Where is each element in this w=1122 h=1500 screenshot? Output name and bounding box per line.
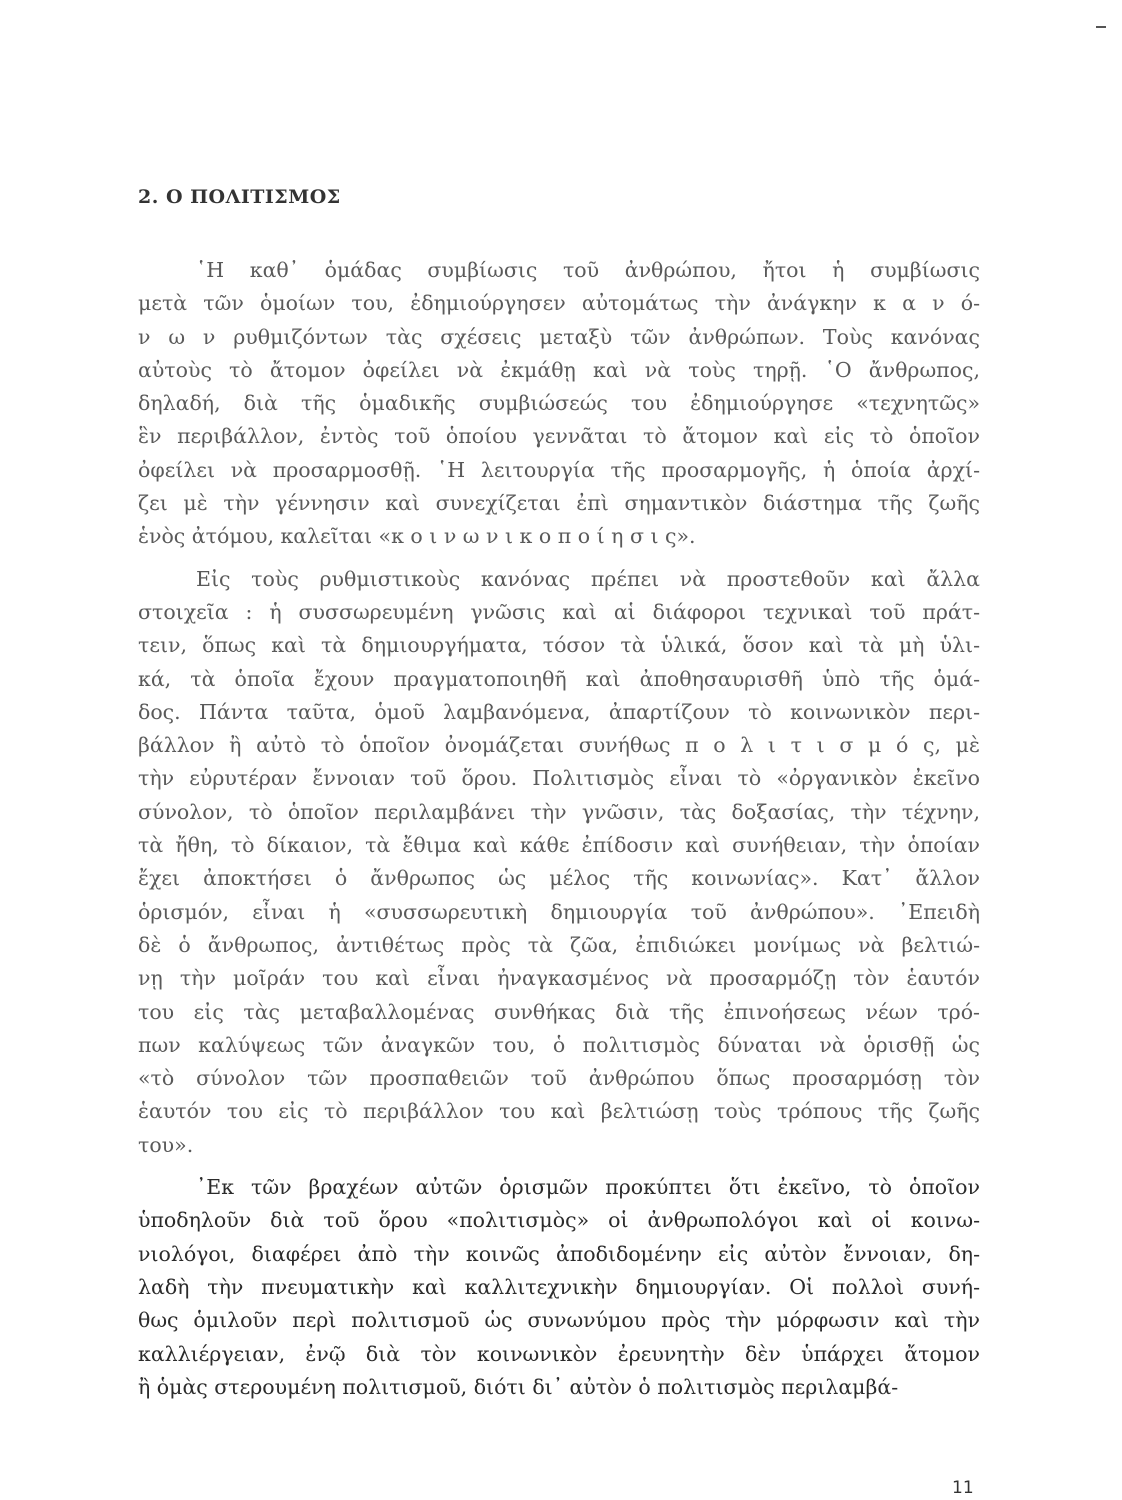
body-text [138,254,980,1404]
text-line: ῾Η καθ᾽ ὁμάδας συμβίωσις τοῦ ἀνθρώπου, ἤτοι ἡ συμβίωσις [196,258,980,282]
text-line: καλλιέργειαν, ἐνῷ διὰ τὸν κοινωνικὸν ἐρευνητὴν δὲν ὑπάρχει ἄτομον [138,1341,980,1366]
text-line: δηλαδή, διὰ τῆς ὁμαδικῆς συμβιώσεώς του ἐδημιούργησε «τεχνητῶς» [138,391,980,416]
page-number: 11 [952,1478,974,1498]
text-line: μετὰ τῶν ὁμοίων του, ἐδημιούργησεν αὐτομάτως τὴν ἀνάγκην κ α ν ό- [138,291,980,316]
text-line: τὰ ἤθη, τὸ δίκαιον, τὰ ἔθιμα καὶ κάθε ἐπίδοσιν καὶ συνήθειαν, τὴν ὁποίαν [138,833,980,858]
text-line: ἑαυτόν του εἰς τὸ περιβάλλον του καὶ βελτιώσῃ τοὺς τρόπους τῆς ζωῆς [138,1099,980,1124]
paragraph-3 [138,1171,980,1404]
text-line: «τὸ σύνολον τῶν προσπαθειῶν τοῦ ἀνθρώπου ὅπως προσαρμόσῃ τὸν [138,1066,980,1091]
text-line: αὐτοὺς τὸ ἄτομον ὀφείλει νὰ ἐκμάθῃ καὶ νὰ τοὺς τηρῇ. ῾Ο ἄνθρωπος, [138,357,980,382]
text-line: ζει μὲ τὴν γέννησιν καὶ συνεχίζεται ἐπὶ σημαντικὸν διάστημα τῆς ζωῆς [138,491,980,516]
text-line: ὁρισμόν, εἶναι ἡ «συσσωρευτικὴ δημιουργία τοῦ ἀνθρώπου». ᾿Επειδὴ [138,899,980,924]
paragraph-1 [138,254,980,554]
section-heading: 2. Ο ΠΟΛΙΤΙΣΜΟΣ [138,186,341,208]
text-line: πων καλύψεως τῶν ἀναγκῶν του, ὁ πολιτισμὸς δύναται νὰ ὁρισθῇ ὡς [138,1032,980,1057]
text-line: στοιχεῖα : ἡ συσσωρευμένη γνῶσις καὶ αἱ διάφοροι τεχνικαὶ τοῦ πράτ- [138,599,980,624]
text-line: ἔχει ἀποκτήσει ὁ ἄνθρωπος ὡς μέλος τῆς κοινωνίας». Κατ᾽ ἄλλον [138,866,980,891]
text-line: ᾿Εκ τῶν βραχέων αὐτῶν ὁρισμῶν προκύπτει ὅτι ἐκεῖνο, τὸ ὁποῖον [196,1175,980,1200]
text-line: σύνολον, τὸ ὁποῖον περιλαμβάνει τὴν γνῶσιν, τὰς δοξασίας, τὴν τέχνην, [138,799,980,824]
text-line: τὴν εὐρυτέραν ἔννοιαν τοῦ ὅρου. Πολιτισμὸς εἶναι τὸ «ὀργανικὸν ἐκεῖνο [138,766,980,791]
text-line: νῃ τὴν μοῖράν του καὶ εἶναι ἠναγκασμένος νὰ προσαρμόζῃ τὸν ἑαυτόν [138,966,980,991]
text-line: του εἰς τὰς μεταβαλλομένας συνθήκας διὰ τῆς ἐπινοήσεως νέων τρό- [138,999,980,1024]
text-line: βάλλον ἢ αὐτὸ τὸ ὁποῖον ὀνομάζεται συνήθως π ο λ ι τ ι σ μ ό ς, μὲ [138,733,980,758]
text-line: Εἰς τοὺς ρυθμιστικοὺς κανόνας πρέπει νὰ προστεθοῦν καὶ ἄλλα [196,566,980,591]
text-line: ἢ ὁμὰς στερουμένη πολιτισμοῦ, διότι δι᾽ αὐτὸν ὁ πολιτισμὸς περιλαμβά- [138,1374,899,1399]
text-line: δὲ ὁ ἄνθρωπος, ἀντιθέτως πρὸς τὰ ζῶα, ἐπιδιώκει μονίμως νὰ βελτιώ- [138,932,980,957]
text-line: ὑποδηλοῦν διὰ τοῦ ὅρου «πολιτισμὸς» οἱ ἀνθρωπολόγοι καὶ οἱ κοινω- [138,1208,980,1233]
text-line: ἓν περιβάλλον, ἐντὸς τοῦ ὁποίου γεννᾶται τὸ ἄτομον καὶ εἰς τὸ ὁποῖον [138,424,980,449]
corner-mark [1096,26,1106,28]
text-line: νιολόγοι, διαφέρει ἀπὸ τὴν κοινῶς ἀποδιδομένην εἰς αὐτὸν ἔννοιαν, δη- [138,1241,980,1266]
text-line: θως ὁμιλοῦν περὶ πολιτισμοῦ ὡς συνωνύμου πρὸς τὴν μόρφωσιν καὶ τὴν [138,1308,980,1333]
text-line: του». [138,1132,194,1157]
text-line: ἑνὸς ἀτόμου, καλεῖται «κ ο ι ν ω ν ι κ ο π ο ί η σ ι ς». [138,524,696,549]
text-line: ν ω ν ρυθμιζόντων τὰς σχέσεις μεταξὺ τῶν ἀνθρώπων. Τοὺς κανόνας [138,324,980,349]
text-line: τειν, ὅπως καὶ τὰ δημιουργήματα, τόσον τὰ ὑλικά, ὅσον καὶ τὰ μὴ ὑλι- [138,633,980,658]
text-line: κά, τὰ ὁποῖα ἔχουν πραγματοποιηθῆ καὶ ἀποθησαυρισθῆ ὑπὸ τῆς ὁμά- [138,666,980,691]
paragraph-2 [138,563,980,1162]
text-line: λαδὴ τὴν πνευματικὴν καὶ καλλιτεχνικὴν δημιουργίαν. Οἱ πολλοὶ συνή- [138,1274,980,1299]
text-line: δος. Πάντα ταῦτα, ὁμοῦ λαμβανόμενα, ἀπαρτίζουν τὸ κοινωνικὸν περι- [138,699,980,724]
text-line: ὀφείλει νὰ προσαρμοσθῇ. ῾Η λειτουργία τῆς προσαρμογῆς, ἡ ὁποία ἀρχί- [138,457,980,482]
